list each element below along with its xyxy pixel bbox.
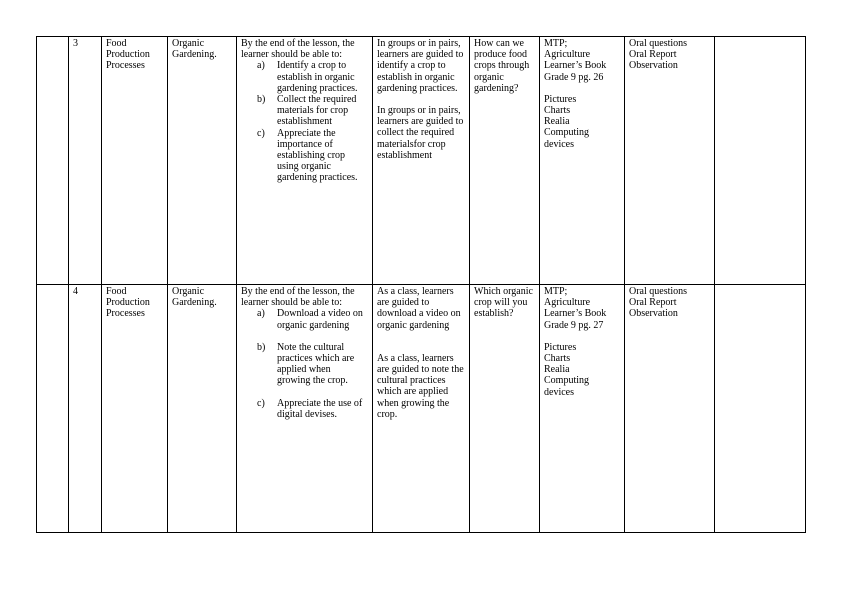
reflection-cell <box>715 285 806 533</box>
strand-cell: Food Production Processes <box>102 37 168 285</box>
list-item: a) Identify a crop to establish in organic gardening practices. <box>257 60 358 94</box>
week-cell <box>37 37 69 285</box>
learning-experiences-cell: As a class, learners are guided to download a video on organic gardening As a class, learners are guided to note the cultural practices which are applied when growing the crop. <box>373 285 470 533</box>
outcomes-list <box>241 60 368 183</box>
strand-cell: Food Production Processes <box>102 285 168 533</box>
list-item: b) Collect the required materials for crop establishment <box>257 94 357 128</box>
key-inquiry-question-cell: How can we produce food crops through organic gardening? <box>470 37 540 285</box>
assessment-cell: Oral questions Oral Report Observation <box>625 37 715 285</box>
list-item: b) Note the cultural practices which are applied when growing the crop. <box>257 341 355 387</box>
table-row <box>37 285 806 533</box>
learning-outcomes-cell <box>237 37 373 285</box>
learning-experiences-cell: In groups or in pairs, learners are guided to identify a crop to establish in organic gardening practices. In groups or in pairs, learners are guided to collect the required materialsfor crop establishment <box>373 37 470 285</box>
table-row <box>37 37 806 285</box>
assessment-cell: Oral questions Oral Report Observation <box>625 285 715 533</box>
sub-strand-cell: Organic Gardening. <box>168 285 237 533</box>
reflection-cell <box>715 37 806 285</box>
learning-outcomes-cell <box>237 285 373 533</box>
resources-cell: MTP; Agriculture Learner’s Book Grade 9 pg. 27 Pictures Charts Realia Computing devices <box>540 285 625 533</box>
outcomes-intro: By the end of the lesson, the learner should be able to: <box>241 38 355 61</box>
resources-cell: MTP; Agriculture Learner’s Book Grade 9 pg. 26 Pictures Charts Realia Computing devices <box>540 37 625 285</box>
week-cell <box>37 285 69 533</box>
key-inquiry-question-cell: Which organic crop will you establish? <box>470 285 540 533</box>
lesson-cell: 4 <box>69 285 102 533</box>
lesson-cell: 3 <box>69 37 102 285</box>
outcomes-list <box>241 308 368 420</box>
list-item: c) Appreciate the importance of establishing crop using organic gardening practices. <box>257 127 358 184</box>
scheme-of-work-table <box>36 36 806 533</box>
list-item: c) Appreciate the use of digital devises. <box>257 397 363 420</box>
outcomes-intro: By the end of the lesson, the learner should be able to: <box>241 286 355 309</box>
list-item: a) Download a video on organic gardening <box>257 308 363 331</box>
sub-strand-cell: Organic Gardening. <box>168 37 237 285</box>
